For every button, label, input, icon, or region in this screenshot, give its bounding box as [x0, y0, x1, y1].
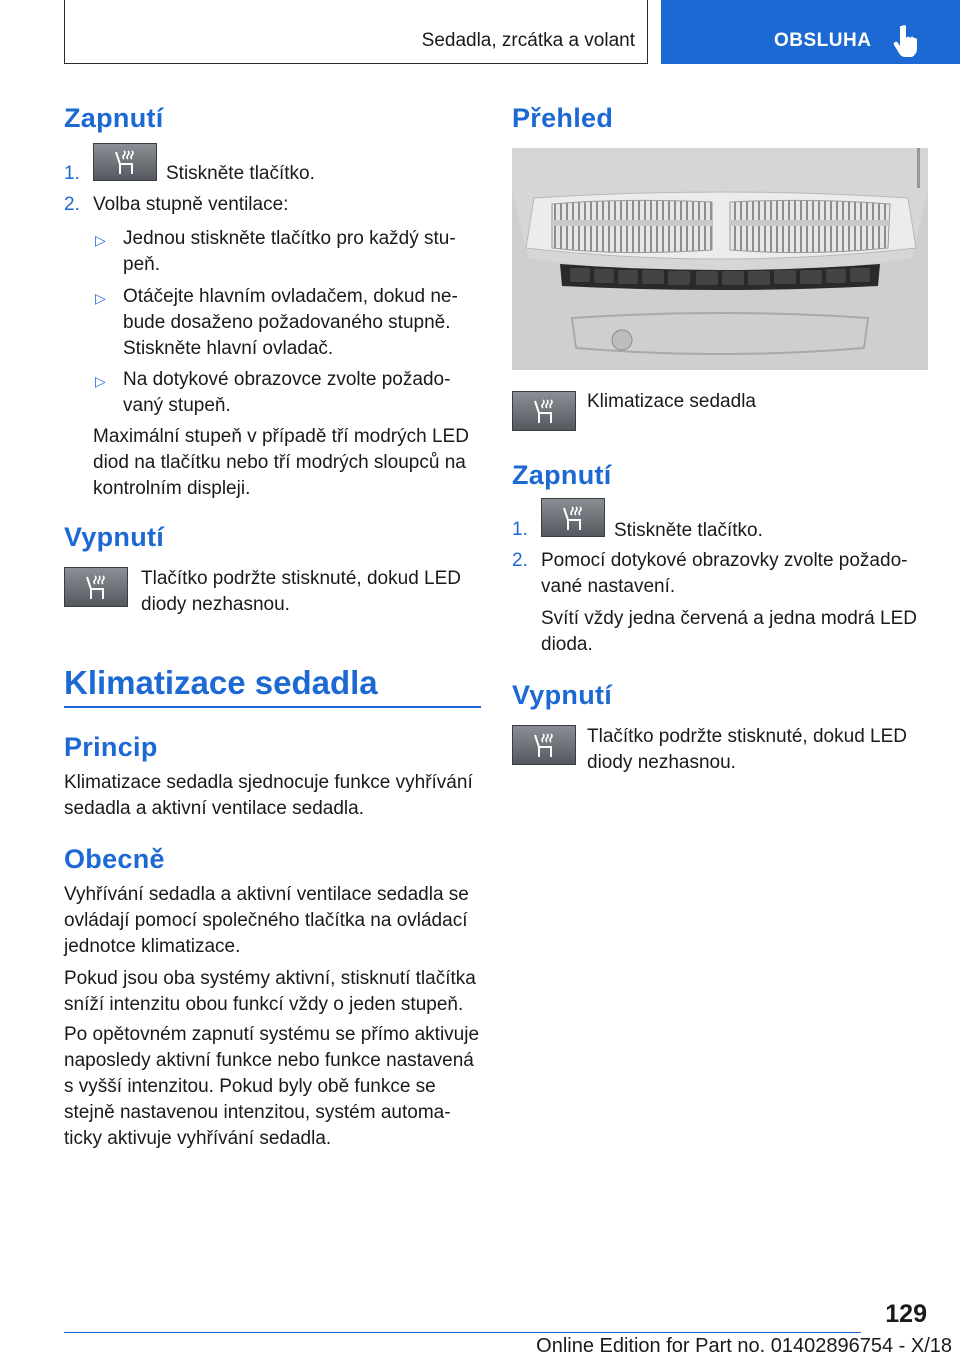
climate-panel-photo	[512, 148, 928, 370]
bullet-triangle-icon: ▷	[95, 373, 106, 389]
left-bullet-1-line1: Jednou stiskněte tlačítko pro každý stu-	[123, 228, 456, 249]
right-led-note-line1: Svítí vždy jedna červená a jedna modrá LED	[541, 608, 917, 629]
header-tab-obsluha[interactable]	[661, 0, 960, 64]
seat-climate-icon	[529, 396, 559, 426]
chapter-title-rule	[64, 706, 481, 708]
right-off-text-line1: Tlačítko podržte stisknuté, dokud LED	[587, 726, 907, 747]
left-max-note-line3: kontrolním displeji.	[93, 478, 251, 499]
bullet-triangle-icon: ▷	[95, 290, 106, 306]
right-step-2-number: 2.	[512, 550, 528, 571]
right-step-1-number: 1.	[512, 519, 528, 540]
principle-heading: Princip	[64, 732, 158, 762]
seat-climate-icon	[81, 572, 111, 602]
general-p1-line1: Vyhřívání sedadla a aktivní ventilace sedadla se	[64, 884, 469, 905]
left-step-1-number: 1.	[64, 163, 80, 184]
general-p2-line1: Pokud jsou oba systémy aktivní, stisknutí tlačítka	[64, 968, 476, 989]
right-step-1-text: Stiskněte tlačítko.	[614, 520, 763, 541]
left-bullet-1-line2: peň.	[123, 254, 160, 275]
seat-climate-button-image	[93, 143, 157, 181]
seat-climate-button-image	[64, 567, 128, 607]
right-off-heading: Vypnutí	[512, 680, 613, 710]
seat-climate-icon	[529, 730, 559, 760]
pointing-hand-icon	[893, 24, 921, 58]
general-p2-line2: sníží intenzitu obou funkcí vždy o jeden stupeň.	[64, 994, 464, 1015]
seat-climate-button-image	[541, 498, 605, 537]
right-step-2-line2: vané nastavení.	[541, 576, 676, 597]
general-p3-line4: stejně nastavenou intenzitou, systém automa-	[64, 1102, 451, 1123]
left-off-heading: Vypnutí	[64, 522, 165, 552]
left-off-text-line2: diody nezhasnou.	[141, 594, 290, 615]
general-p3-line5: ticky aktivuje vyhřívání sedadla.	[64, 1128, 332, 1149]
general-p1-line3: jednotce klimatizace.	[64, 936, 241, 957]
header-section-box	[64, 0, 648, 64]
left-bullet-3-line1: Na dotykové obrazovce zvolte požado-	[123, 369, 451, 390]
general-p3-line2: naposledy aktivní funkce nebo funkce nastavená	[64, 1050, 474, 1071]
principle-text-line1: Klimatizace sedadla sjednocuje funkce vyhřívání	[64, 772, 473, 793]
left-step-1-text: Stiskněte tlačítko.	[166, 163, 315, 184]
general-p3-line3: s vyšší intenzitou. Pokud byly obě funkce se	[64, 1076, 436, 1097]
climate-panel-illustration	[512, 148, 928, 370]
footer-edition-text: Online Edition for Part no. 01402896754 - X/18	[536, 1335, 952, 1357]
header-tab-label: OBSLUHA	[774, 30, 872, 51]
general-p1-line2: ovládají pomocí společného tlačítka na ovládací	[64, 910, 468, 931]
chapter-title: Klimatizace sedadla	[64, 664, 378, 701]
bullet-triangle-icon: ▷	[95, 232, 106, 248]
general-heading: Obecně	[64, 844, 165, 874]
left-bullet-2-line1: Otáčejte hlavním ovladačem, dokud ne-	[123, 286, 458, 307]
left-max-note-line1: Maximální stupeň v případě tří modrých LED	[93, 426, 469, 447]
left-step-2-number: 2.	[64, 194, 80, 215]
page-number: 129	[885, 1300, 927, 1328]
left-max-note-line2: diod na tlačítku nebo tří modrých sloupců na	[93, 452, 466, 473]
left-bullet-3-line2: vaný stupeň.	[123, 395, 231, 416]
principle-text-line2: sedadla a aktivní ventilace sedadla.	[64, 798, 364, 819]
right-step-2-line1: Pomocí dotykové obrazovky zvolte požado-	[541, 550, 908, 571]
left-off-text-line1: Tlačítko podržte stisknuté, dokud LED	[141, 568, 461, 589]
footer-rule	[64, 1332, 861, 1333]
right-on-heading: Zapnutí	[512, 460, 612, 490]
left-bullet-2-line2: bude dosaženo požadovaného stupně.	[123, 312, 451, 333]
general-p3-line1: Po opětovném zapnutí systému se přímo aktivuje	[64, 1024, 480, 1045]
right-off-text-line2: diody nezhasnou.	[587, 752, 736, 773]
seat-climate-icon	[558, 503, 588, 533]
photo-caption: Klimatizace sedadla	[587, 391, 756, 412]
overview-heading: Přehled	[512, 103, 614, 133]
header-section-title: Sedadla, zrcátka a volant	[421, 30, 635, 51]
left-step-2-text: Volba stupně ventilace:	[93, 194, 289, 215]
seat-climate-button-image	[512, 391, 576, 431]
seat-climate-icon	[110, 147, 140, 177]
left-on-heading: Zapnutí	[64, 103, 164, 133]
seat-climate-button-image	[512, 725, 576, 765]
left-bullet-2-line3: Stiskněte hlavní ovladač.	[123, 338, 334, 359]
right-led-note-line2: dioda.	[541, 634, 593, 655]
